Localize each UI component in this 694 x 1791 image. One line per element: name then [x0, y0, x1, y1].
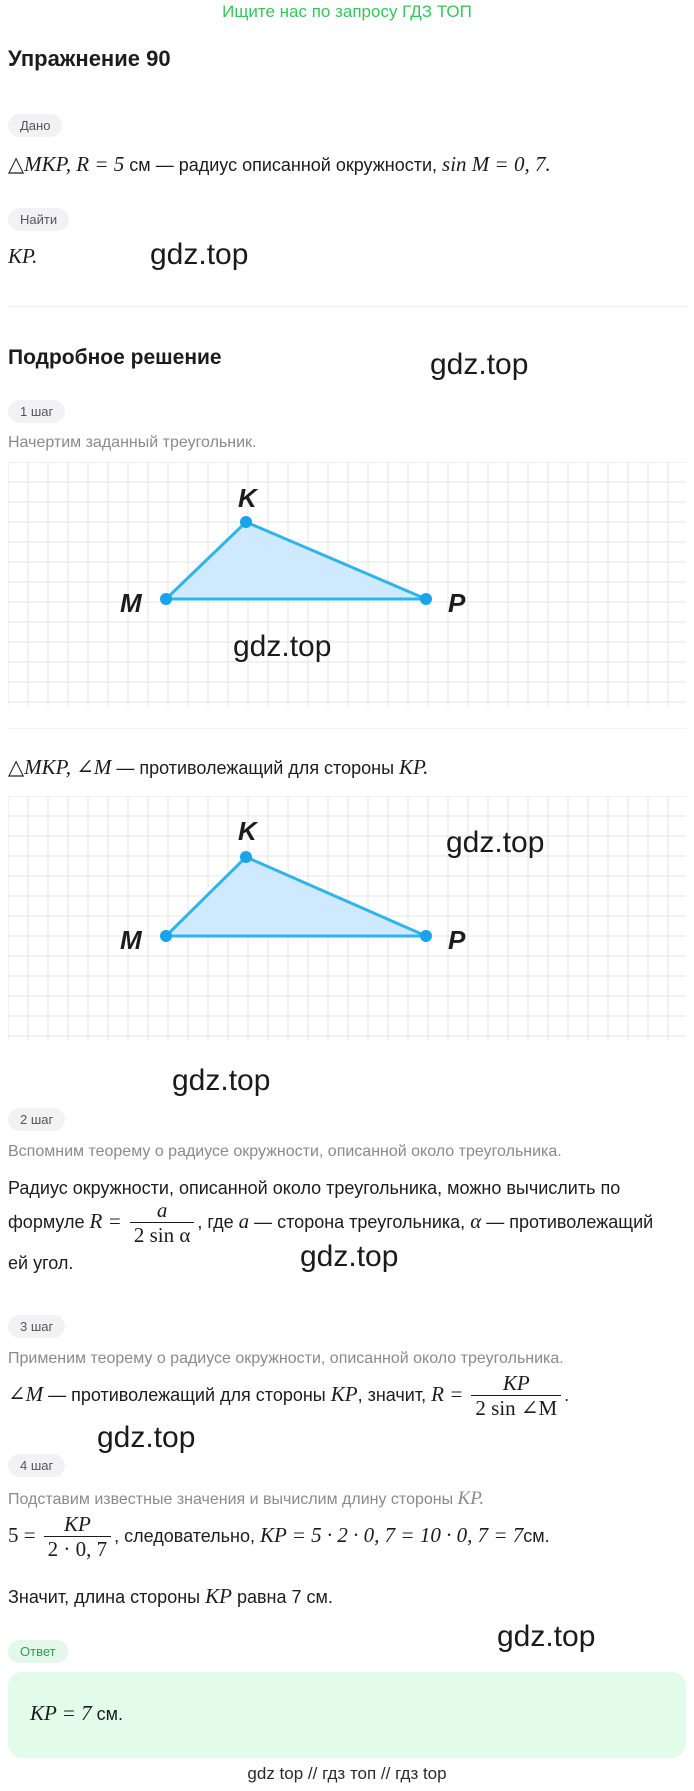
step4-label: 4 шаг: [8, 1454, 65, 1477]
given-label: Дано: [8, 114, 62, 137]
vertex-k-point: [240, 851, 252, 863]
side-text: — сторона треугольника,: [254, 1211, 466, 1232]
step2-line3: ей угол.: [8, 1253, 74, 1273]
step4-desc-text: Подставим известные значения и вычислим длину стороны: [8, 1491, 454, 1508]
step3-label: 3 шаг: [8, 1315, 65, 1338]
step1-label: 1 шаг: [8, 400, 65, 423]
watermark: gdz.top: [97, 1421, 196, 1454]
radius-fraction: [471, 1371, 561, 1421]
fraction-numerator: a: [130, 1198, 195, 1223]
triangle-angle-math: △MKP, ∠M: [8, 755, 112, 779]
step1-statement: [8, 755, 428, 780]
vertex-k-label: K: [238, 816, 257, 846]
conclusion-kp: KP: [205, 1584, 232, 1608]
watermark: gdz.top: [172, 1064, 271, 1097]
formula-prefix: формуле: [8, 1211, 85, 1232]
angle-m: ∠M: [8, 1381, 44, 1406]
side-kp: KP: [330, 1381, 358, 1406]
step3-text2: , значит,: [357, 1384, 427, 1405]
top-banner[interactable]: Ищите нас по запросу ГДЗ ТОП: [222, 2, 472, 21]
step1-line-text: — противолежащий для стороны: [116, 758, 395, 778]
watermark: gdz.top: [446, 826, 545, 859]
fraction-denominator: 2 · 0, 7: [47, 1537, 108, 1562]
vertex-p-point: [420, 930, 432, 942]
step1-description: Начертим заданный треугольник.: [8, 434, 257, 451]
answer-math: KP = 7: [30, 1701, 92, 1725]
watermark: gdz.top: [300, 1240, 399, 1273]
watermark: gdz.top: [497, 1620, 596, 1653]
step2-line1: Радиус окружности, описанной около треугольника, можно вычислить по: [8, 1178, 621, 1198]
vertex-p-point: [420, 593, 432, 605]
divider: [8, 728, 686, 729]
triangle-figure-2: [8, 796, 686, 1040]
conclusion-text: Значит, длина стороны: [8, 1587, 201, 1607]
step3-end: .: [564, 1384, 570, 1405]
given-statement: [8, 152, 551, 177]
equation-lhs: 5 =: [8, 1522, 36, 1547]
fraction-denominator: 2 sin α: [133, 1223, 191, 1248]
variable-alpha: α: [470, 1208, 482, 1233]
step4-conclusion: [8, 1584, 333, 1609]
equation-result: KP = 5 · 2 · 0, 7 = 10 · 0, 7 = 7: [260, 1522, 524, 1547]
opposite-text: — противолежащий: [486, 1211, 654, 1232]
find-label: Найти: [8, 208, 69, 231]
triangle-shape: [166, 522, 426, 599]
page-title: Упражнение 90: [8, 46, 171, 71]
vertex-m-label: M: [120, 588, 142, 618]
equation-fraction: [44, 1512, 112, 1562]
step2-description: Вспомним теорему о радиусе окружности, описанной около треугольника.: [8, 1143, 562, 1160]
watermark: gdz.top: [233, 630, 332, 663]
step3-description: Применим теорему о радиусе окружности, описанной около треугольника.: [8, 1350, 564, 1367]
answer-value: [30, 1701, 123, 1726]
given-dash-text: — радиус описанной окружности,: [155, 155, 438, 175]
step4-equation-line: [8, 1512, 550, 1562]
vertex-p-label: P: [448, 588, 466, 618]
step4-description: [8, 1488, 484, 1510]
watermark: gdz.top: [430, 348, 529, 381]
side-kp-math: KP.: [399, 755, 429, 779]
footer-links[interactable]: gdz top // гдз топ // гдз top: [247, 1764, 447, 1783]
watermark: gdz.top: [150, 238, 249, 271]
find-value: KP.: [8, 244, 38, 268]
equation-text: , следовательно,: [114, 1525, 256, 1546]
step4-desc-math: KP.: [457, 1488, 485, 1509]
conclusion-end: равна 7 см.: [236, 1587, 333, 1607]
divider: [8, 306, 686, 307]
vertex-k-point: [240, 516, 252, 528]
radius-lhs: R =: [431, 1381, 464, 1406]
formula-lhs: R =: [89, 1208, 122, 1233]
formula-where: , где: [197, 1211, 234, 1232]
vertex-m-point: [160, 930, 172, 942]
variable-a: a: [238, 1208, 250, 1233]
formula-fraction: [130, 1198, 195, 1248]
solution-title: Подробное решение: [8, 346, 222, 369]
given-sin: sin M = 0, 7.: [442, 152, 551, 176]
given-unit: см: [129, 155, 151, 175]
equation-unit: см.: [523, 1525, 550, 1546]
step2-label: 2 шаг: [8, 1108, 65, 1131]
vertex-m-point: [160, 593, 172, 605]
answer-unit: см.: [96, 1704, 124, 1724]
step3-text1: — противолежащий для стороны: [48, 1384, 326, 1405]
answer-label: Ответ: [8, 1640, 68, 1663]
vertex-p-label: P: [448, 925, 466, 955]
given-triangle: △MKP, R = 5: [8, 152, 125, 176]
fraction-denominator: 2 sin ∠M: [475, 1396, 558, 1421]
fraction-numerator: KP: [44, 1512, 112, 1537]
step3-formula-line: [8, 1371, 569, 1421]
vertex-m-label: M: [120, 925, 142, 955]
vertex-k-label: K: [238, 483, 257, 513]
fraction-numerator: KP: [471, 1371, 561, 1396]
triangle-figure-1: [8, 462, 686, 706]
